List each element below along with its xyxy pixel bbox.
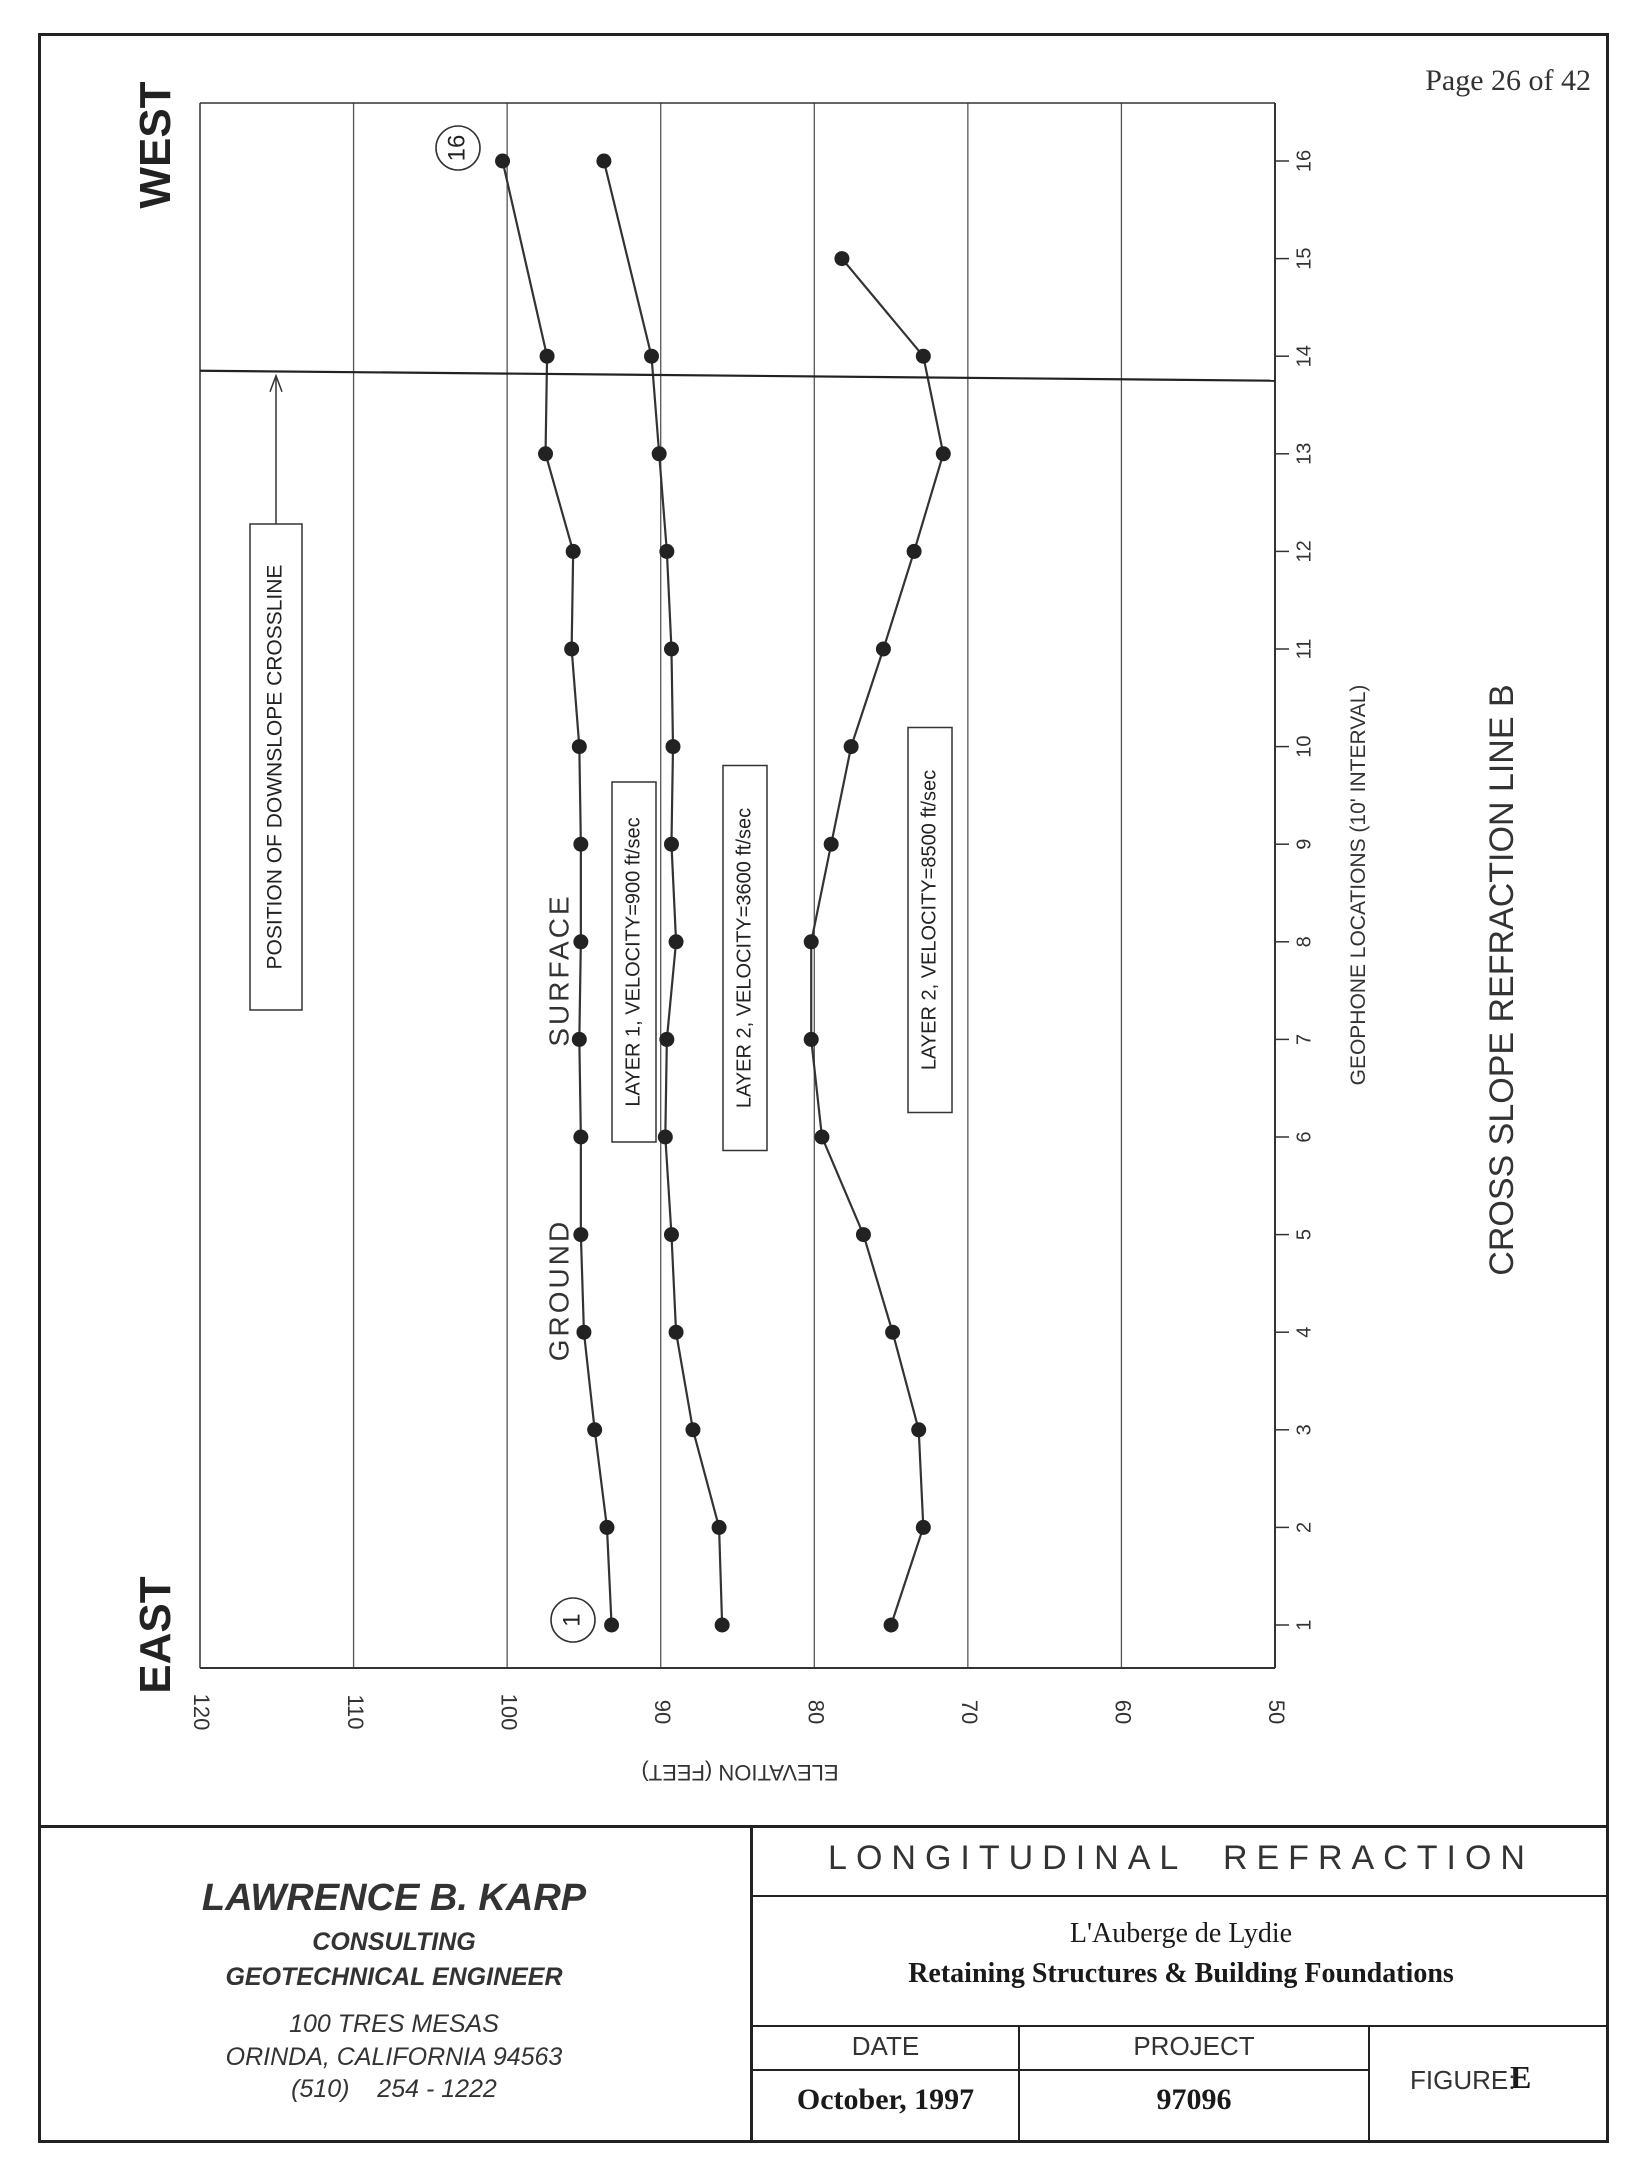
project-label: PROJECT: [1133, 2031, 1255, 2061]
data-point: [599, 1520, 614, 1535]
elevation-tick-label: 120: [189, 1693, 215, 1731]
data-point: [576, 1325, 591, 1340]
chart-labels: [131, 81, 1275, 1693]
data-point: [572, 739, 587, 754]
ground-label: GROUND: [543, 1218, 575, 1362]
elevation-tick-label: 60: [1110, 1699, 1136, 1725]
chart-axes: [189, 103, 1521, 1785]
data-point: [495, 154, 510, 169]
y-axis-label: ELEVATION (FEET): [641, 1760, 839, 1785]
marker-start: 1: [558, 1613, 586, 1627]
data-point: [538, 446, 553, 461]
date-value: October, 1997: [796, 2083, 975, 2116]
west-label: WEST: [131, 81, 180, 209]
chart-title: CROSS SLOPE REFRACTION LINE B: [1483, 684, 1521, 1276]
crossline-label: POSITION OF DOWNSLOPE CROSSLINE: [263, 564, 287, 970]
layer2a-label: LAYER 2, VELOCITY=3600 ft/sec: [733, 807, 756, 1109]
geophone-tick-label: 4: [1293, 1326, 1316, 1338]
geophone-tick-label: 2: [1293, 1521, 1316, 1533]
data-point: [916, 349, 931, 364]
data-point: [804, 934, 819, 949]
data-point: [669, 1325, 684, 1340]
data-point: [876, 642, 891, 657]
data-point: [804, 1032, 819, 1047]
project-number: 97096: [1156, 2083, 1232, 2116]
surface-label: SURFACE: [543, 893, 575, 1047]
project-name: L'Auberge de Lydie: [1069, 1918, 1293, 1949]
elevation-tick-label: 70: [957, 1699, 983, 1725]
address-street: 100 TRES MESAS: [289, 2010, 499, 2038]
data-point: [566, 544, 581, 559]
data-point: [685, 1422, 700, 1437]
elevation-tick-label: 90: [649, 1699, 675, 1725]
firm-line-engineer: GEOTECHNICAL ENGINEER: [225, 1963, 563, 1991]
geophone-tick-label: 1: [1293, 1619, 1316, 1631]
data-point: [856, 1227, 871, 1242]
data-point: [712, 1520, 727, 1535]
date-label: DATE: [851, 2031, 920, 2061]
geophone-tick-label: 9: [1293, 838, 1316, 850]
crossline: [200, 371, 1275, 381]
figure-label: FIGURE:: [1410, 2065, 1516, 2095]
data-point: [664, 837, 679, 852]
data-point: [664, 1227, 679, 1242]
data-point: [573, 1227, 588, 1242]
data-point: [844, 739, 859, 754]
firm-name: LAWRENCE B. KARP: [201, 1877, 587, 1919]
data-point: [666, 739, 681, 754]
data-point: [884, 1618, 899, 1633]
elevation-tick-label: 100: [496, 1693, 522, 1731]
geophone-tick-label: 6: [1293, 1131, 1316, 1143]
data-point: [587, 1422, 602, 1437]
page-number: Page 26 of 42: [1425, 64, 1591, 97]
geophone-tick-label: 13: [1293, 442, 1316, 465]
data-point: [596, 154, 611, 169]
data-point: [540, 349, 555, 364]
elevation-tick-label: 110: [342, 1694, 368, 1730]
series-line: [503, 161, 612, 1625]
geophone-tick-label: 14: [1293, 345, 1316, 368]
geophone-tick-label: 3: [1293, 1424, 1316, 1436]
data-point: [652, 446, 667, 461]
phone-number: (510) 254 - 1222: [291, 2075, 497, 2103]
geophone-tick-label: 7: [1293, 1033, 1316, 1045]
east-label: EAST: [131, 1576, 180, 1694]
geophone-tick-label: 5: [1293, 1229, 1316, 1241]
geophone-tick-label: 16: [1293, 149, 1316, 173]
data-point: [659, 544, 674, 559]
data-point: [911, 1422, 926, 1437]
data-point: [907, 544, 922, 559]
geophone-tick-label: 12: [1293, 540, 1316, 563]
data-point: [814, 1130, 829, 1145]
data-point: [573, 837, 588, 852]
data-point: [573, 934, 588, 949]
data-point: [916, 1520, 931, 1535]
data-point: [885, 1325, 900, 1340]
data-point: [664, 642, 679, 657]
layer2b-label: LAYER 2, VELOCITY=8500 ft/sec: [918, 769, 941, 1071]
data-point: [659, 1032, 674, 1047]
data-point: [644, 349, 659, 364]
data-point: [658, 1130, 673, 1145]
data-point: [573, 1130, 588, 1145]
data-point: [604, 1618, 619, 1633]
x-axis-label: GEOPHONE LOCATIONS (10' INTERVAL): [1347, 684, 1370, 1086]
drawing-title: LONGITUDINAL REFRACTION: [828, 1839, 1534, 1877]
project-description: Retaining Structures & Building Foundations: [908, 1958, 1454, 1989]
data-point: [715, 1618, 730, 1633]
marker-end: 16: [443, 134, 471, 162]
address-city: ORINDA, CALIFORNIA 94563: [225, 2043, 563, 2071]
data-point: [834, 251, 849, 266]
figure-value: E: [1510, 2059, 1532, 2095]
data-point: [564, 642, 579, 657]
firm-line-consulting: CONSULTING: [312, 1928, 476, 1956]
geophone-tick-label: 8: [1293, 936, 1316, 948]
data-point: [669, 934, 684, 949]
layer1-label: LAYER 1, VELOCITY=900 ft/sec: [622, 817, 645, 1107]
elevation-tick-label: 80: [803, 1699, 829, 1725]
title-block: [38, 1825, 1609, 2143]
geophone-tick-label: 10: [1293, 735, 1316, 758]
data-point: [936, 446, 951, 461]
data-point: [824, 837, 839, 852]
geophone-tick-label: 11: [1293, 638, 1316, 660]
elevation-tick-label: 50: [1264, 1699, 1290, 1725]
geophone-tick-label: 15: [1293, 247, 1316, 270]
